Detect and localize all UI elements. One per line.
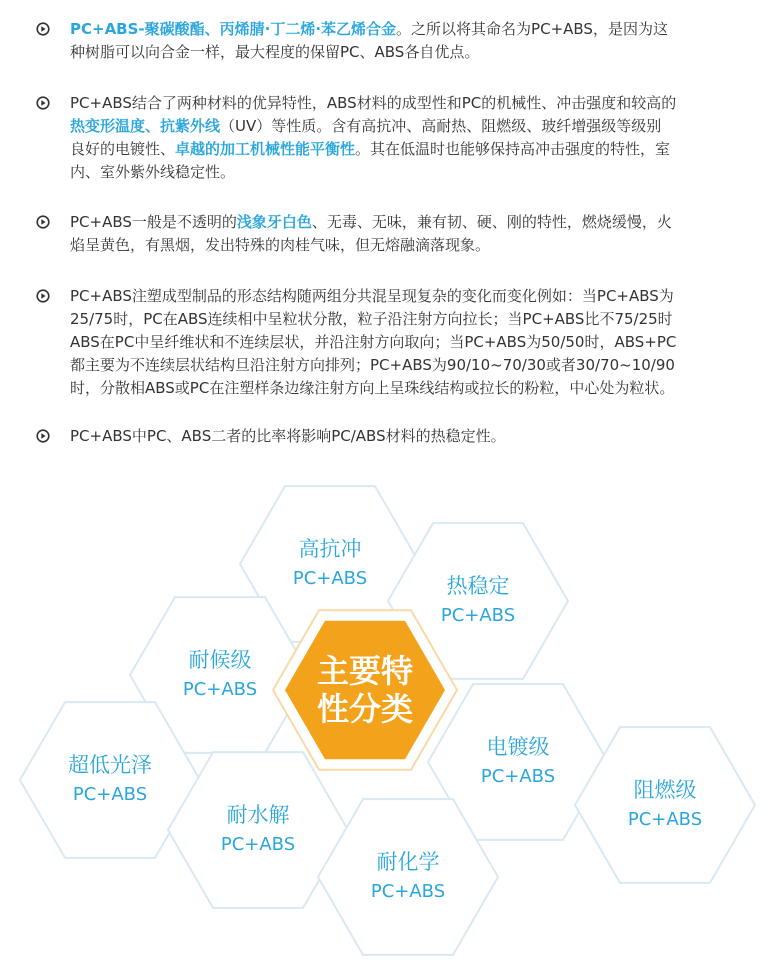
paragraph <box>70 211 730 257</box>
highlighted-text: PC+ABS-聚碳酸酯、丙烯腈·丁二烯·苯乙烯合金 <box>70 20 397 38</box>
paragraph-line <box>70 354 730 377</box>
body-text: PC+ABS注塑成型制品的形态结构随两组分共混呈现复杂的变化而变化例如：当PC+ABS为 <box>70 287 674 305</box>
bullet-play-icon <box>36 289 50 303</box>
body-text: PC+ABS一般是不透明的 <box>70 213 237 231</box>
paragraph <box>70 92 730 184</box>
body-text: PC+ABS结合了两种材料的优异特性，ABS材料的成型性和PC的机械性、冲击强度和较高的 <box>70 94 677 112</box>
hexagon-subtitle: PC+ABS <box>440 605 516 626</box>
hexagon-subtitle: PC+ABS <box>220 834 296 855</box>
body-text: 时，分散相ABS或PC在注塑样条边缘注射方向上呈珠线结构或拉长的粉粒，中心处为粒状。 <box>70 379 675 397</box>
feature-hexagon-diagram <box>0 470 775 970</box>
paragraph-line <box>70 115 730 138</box>
paragraph-line <box>70 425 730 448</box>
body-text: 都主要为不连续层状结构旦沿注射方向排列；PC+ABS为90/10~70/30或者30/70~10/90 <box>70 356 675 374</box>
paragraph-line <box>70 41 730 64</box>
body-text: PC+ABS中PC、ABS二者的比率将影响PC/ABS材料的热稳定性。 <box>70 427 506 445</box>
hexagon-subtitle: PC+ABS <box>292 568 368 589</box>
body-text: 25/75时，PC在ABS连续相中呈粒状分散，粒子沿注射方向拉长；当PC+ABS比不75/25时 <box>70 310 673 328</box>
paragraph-line <box>70 331 730 354</box>
body-text: 。之所以将其命名为PC+ABS，是因为这 <box>396 20 668 38</box>
highlighted-text: 卓越的加工机械性能平衡性 <box>175 140 356 158</box>
hexagon-svg <box>0 470 775 970</box>
paragraph-line <box>70 234 730 257</box>
paragraph-line <box>70 377 730 400</box>
bullet-play-icon <box>36 96 50 110</box>
paragraph <box>70 18 730 64</box>
paragraph-line <box>70 18 730 41</box>
body-text: 内、室外紫外线稳定性。 <box>70 163 236 181</box>
body-text: （UV）等性质。含有高抗冲、高耐热、阻燃级、玻纤增强级等级别 <box>220 117 662 135</box>
paragraph-line <box>70 285 730 308</box>
hexagon-subtitle: PC+ABS <box>480 766 556 787</box>
bullet-play-icon <box>36 22 50 36</box>
bullet-play-icon <box>36 215 50 229</box>
hexagon-title: 耐候级 <box>188 648 252 672</box>
hexagon-title: 超低光泽 <box>68 753 152 777</box>
hexagon-title: 耐化学 <box>376 850 440 874</box>
body-text: 良好的电镀性、 <box>70 140 176 158</box>
hexagon-title: 电镀级 <box>486 735 550 759</box>
bullet-play-icon <box>36 429 50 443</box>
body-text: 种树脂可以向合金一样，最大程度的保留PC、ABS各自优点。 <box>70 43 480 61</box>
body-text: ABS在PC中呈纤维状和不连续层状，并沿注射方向取向；当PC+ABS为50/50时，ABS+PC <box>70 333 677 351</box>
hexagon-title: 热稳定 <box>446 574 510 598</box>
paragraph-line <box>70 138 730 161</box>
body-text: 、无毒、无味，兼有韧、硬、刚的特性，燃烧缓慢，火 <box>311 213 672 231</box>
hexagon-title: 阻燃级 <box>633 778 697 802</box>
paragraph-line <box>70 308 730 331</box>
hexagon-subtitle: PC+ABS <box>182 679 258 700</box>
hexagon-title: 高抗冲 <box>298 537 362 561</box>
paragraph-line <box>70 211 730 234</box>
hexagon-subtitle: PC+ABS <box>370 881 446 902</box>
paragraph-line <box>70 92 730 115</box>
body-text: 。其在低温时也能够保持高冲击强度的特性，室 <box>355 140 671 158</box>
hexagon-subtitle: PC+ABS <box>627 809 703 830</box>
center-hexagon-title: 主要特 <box>316 652 414 690</box>
paragraph <box>70 425 730 448</box>
body-text: 焰呈黄色，有黑烟，发出特殊的肉桂气味，但无熔融滴落现象。 <box>70 236 491 254</box>
paragraph <box>70 285 730 400</box>
hexagon-title: 耐水解 <box>226 803 290 827</box>
highlighted-text: 热变形温度、抗紫外线 <box>70 117 221 135</box>
hexagon-subtitle: PC+ABS <box>72 784 148 805</box>
center-hexagon-title: 性分类 <box>316 690 414 728</box>
paragraph-line <box>70 161 730 184</box>
highlighted-text: 浅象牙白色 <box>236 213 312 231</box>
